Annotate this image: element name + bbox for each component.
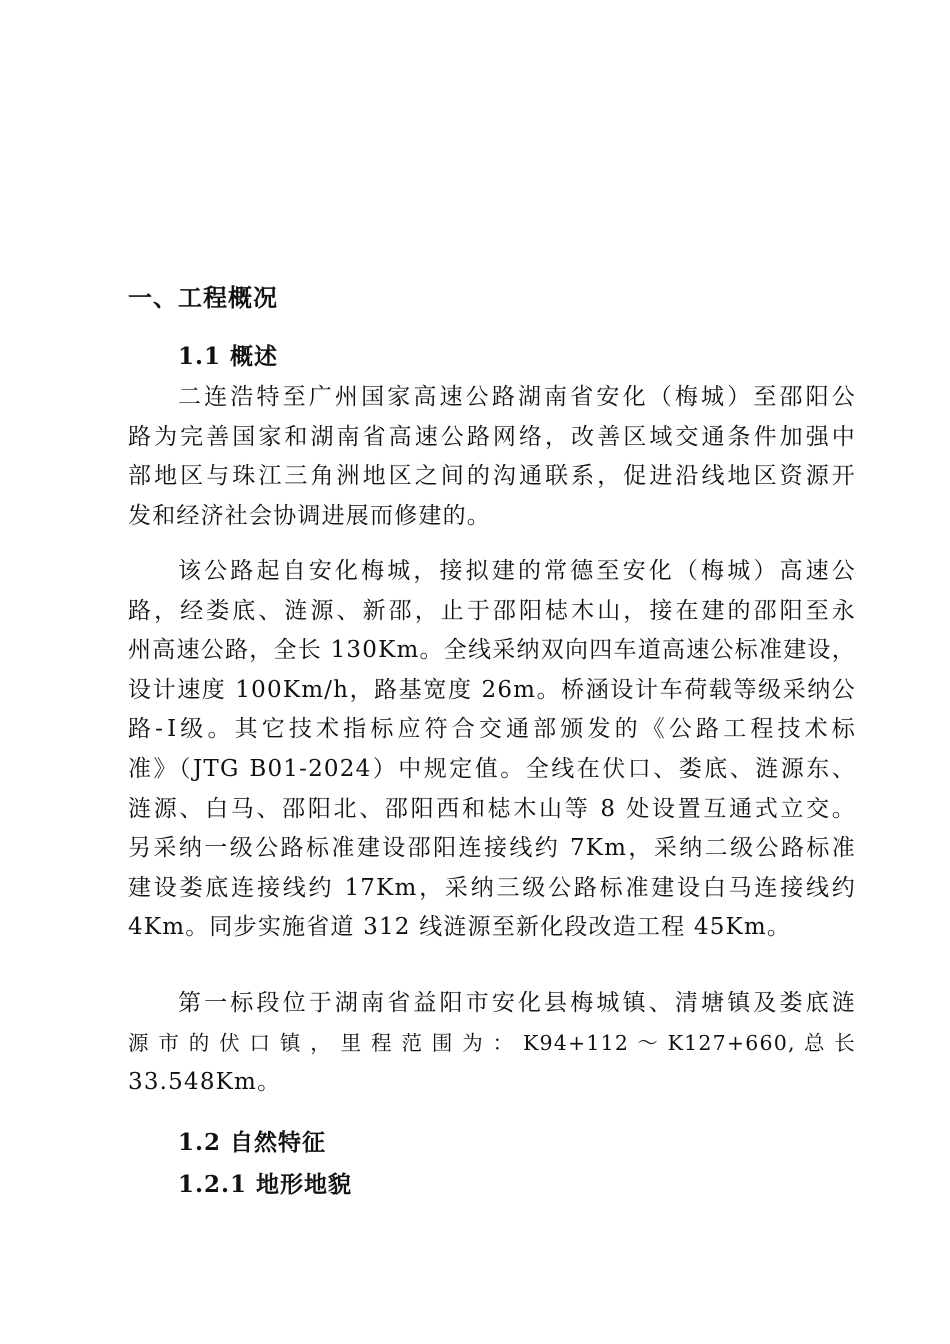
paragraph-line: 设计速度 100Km/h，路基宽度 26m。桥涵设计车荷载等级采纳公 [128, 676, 856, 703]
paragraph-route-description [128, 552, 856, 948]
paragraph-line: 涟源、白马、邵阳北、邵阳西和梽木山等 8 处设置互通式立交。 [128, 795, 856, 822]
paragraph-line: 源 市 的 伏 口 镇 ， 里 程 范 围 为 ： K94+112 ～ K127+660, 总 长 [128, 1030, 856, 1055]
paragraph-line: 该公路起自安化梅城，接拟建的常德至安化（梅城）高速公 [178, 558, 856, 584]
paragraph-line: 准》（JTG B01-2024）中规定值。全线在伏口、娄底、涟源东、 [128, 755, 856, 782]
paragraph-line: 二连浩特至广州国家高速公路湖南省安化（梅城）至邵阳公 [178, 384, 856, 410]
paragraph-line: 路-Ⅰ级。其它技术指标应符合交通部颁发的《公路工程技术标 [128, 716, 856, 743]
paragraph-line: 发和经济社会协调进展而修建的。 [128, 502, 491, 529]
paragraph-line: 路为完善国家和湖南省高速公路网络，改善区域交通条件加强中 [128, 423, 856, 450]
paragraph-section-one [128, 984, 856, 1103]
paragraph-line: 另采纳一级公路标准建设邵阳连接线约 7Km，采纳二级公路标准 [128, 835, 856, 862]
paragraph-line: 部地区与珠江三角洲地区之间的沟通联系，促进沿线地区资源开 [128, 463, 856, 490]
paragraph-line: 第一标段位于湖南省益阳市安化县梅城镇、清塘镇及娄底涟 [178, 990, 856, 1016]
section-heading-1: 一、工程概况 [128, 283, 278, 312]
paragraph-line: 33.548Km。 [128, 1069, 282, 1096]
paragraph-line: 州高速公路，全长 130Km。全线采纳双向四车道高速公标准建设， [128, 637, 856, 664]
subsection-heading-1-1: 1.1 概述 [178, 343, 279, 370]
paragraph-line: 路，经娄底、涟源、新邵，止于邵阳梽木山，接在建的邵阳至永 [128, 597, 856, 624]
paragraph-line: 建设娄底连接线约 17Km，采纳三级公路标准建设白马连接线约 [128, 874, 856, 901]
paragraph-line: 4Km。同步实施省道 312 线涟源至新化段改造工程 45Km。 [128, 914, 792, 941]
subsection-heading-1-2: 1.2 自然特征 [178, 1129, 327, 1156]
paragraph-overview [128, 378, 856, 536]
subsection-heading-1-2-1: 1.2.1 地形地貌 [178, 1171, 353, 1198]
